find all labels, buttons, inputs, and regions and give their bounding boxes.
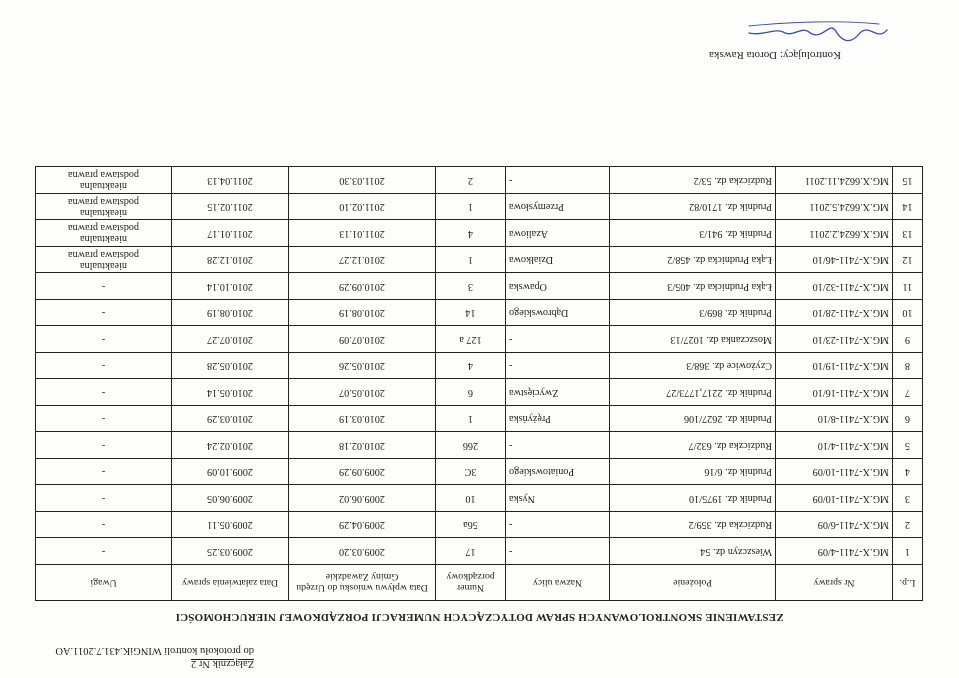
cell-case-no: MG.X-7411-23/10 (776, 326, 893, 353)
cell-lp: 5 (893, 432, 923, 459)
cell-date-resolved: 2011.04.13 (172, 167, 289, 194)
cell-number: 56a (436, 512, 506, 539)
header-street: Nazwa ulicy (506, 565, 610, 601)
notes-line-1: - (101, 413, 106, 425)
cell-location: Prudnik dz. 941/3 (610, 220, 776, 247)
cell-notes (36, 538, 172, 565)
cell-street: - (506, 538, 610, 565)
cell-case-no: MG.X-7411-4/10 (776, 432, 893, 459)
table-row (36, 512, 923, 539)
table-row (36, 485, 923, 512)
cell-date-resolved: 2011.02.15 (172, 194, 289, 221)
cell-case-no: MG.X-7411-8/10 (776, 406, 893, 433)
table-row (36, 167, 923, 194)
cell-street: Nyska (506, 485, 610, 512)
cell-location: Prudnik dz. 869/3 (610, 300, 776, 327)
cell-lp: 13 (893, 220, 923, 247)
notes-line-1: - (101, 333, 106, 345)
cell-street: - (506, 432, 610, 459)
cell-date-filed: 2009.06.02 (289, 485, 436, 512)
cell-location: Prudnik dz. 2627/106 (610, 406, 776, 433)
notes-line-2: podstawa prawna (68, 248, 140, 260)
cell-street: Prężyńska (506, 406, 610, 433)
cell-number: 2 (436, 167, 506, 194)
cell-notes (36, 485, 172, 512)
cell-notes (36, 220, 172, 247)
notes-line-1: nieaktualna (80, 233, 127, 245)
cell-date-filed: 2010.12.27 (289, 247, 436, 274)
table-row (36, 353, 923, 380)
cell-case-no: MG.X-7411-16/10 (776, 379, 893, 406)
table-row (36, 326, 923, 353)
cell-date-resolved: 2009.06.05 (172, 485, 289, 512)
table-row (36, 459, 923, 486)
cell-date-resolved: 2010.07.27 (172, 326, 289, 353)
cell-street: Przemysłowa (506, 194, 610, 221)
table-row (36, 247, 923, 274)
cell-notes (36, 432, 172, 459)
cell-case-no: MG.X.6624.5.2011 (776, 194, 893, 221)
cell-case-no: MG.X.6624.11.2011 (776, 167, 893, 194)
notes-line-1: nieaktualna (80, 180, 127, 192)
cell-location: Moszczanka dz. 1027/13 (610, 326, 776, 353)
cell-case-no: MG.X-7411-28/10 (776, 300, 893, 327)
cell-notes (36, 459, 172, 486)
cell-street: - (506, 167, 610, 194)
cell-date-resolved: 2010.02.24 (172, 432, 289, 459)
cell-date-filed: 2011.02.10 (289, 194, 436, 221)
cell-notes (36, 167, 172, 194)
cell-location: Prudnik dz. 1710/82 (610, 194, 776, 221)
cell-date-filed: 2009.03.20 (289, 538, 436, 565)
cell-lp: 12 (893, 247, 923, 274)
annex-title: Załącznik Nr 2 (191, 658, 254, 669)
cell-notes (36, 406, 172, 433)
cell-notes (36, 326, 172, 353)
cell-location: Rudziczka dz. 359/2 (610, 512, 776, 539)
cell-number: 4 (436, 220, 506, 247)
cell-number: 127 a (436, 326, 506, 353)
cell-lp: 14 (893, 194, 923, 221)
cell-notes (36, 194, 172, 221)
cell-street: Poniatowskiego (506, 459, 610, 486)
cell-street: - (506, 326, 610, 353)
cell-notes (36, 273, 172, 300)
notes-line-1: nieaktualna (80, 259, 127, 271)
cell-location: Prudnik dz. 6/16 (610, 459, 776, 486)
cell-case-no: MG.X-7411-10/09 (776, 459, 893, 486)
notes-line-1: - (101, 307, 106, 319)
cell-date-filed: 2010.02.18 (289, 432, 436, 459)
cell-case-no: MG.X-7411-10/09 (776, 485, 893, 512)
cell-lp: 4 (893, 459, 923, 486)
cell-location: Czyżowice dz. 368/3 (610, 353, 776, 380)
cell-date-filed: 2009.04.29 (289, 512, 436, 539)
cell-lp: 3 (893, 485, 923, 512)
notes-line-1: - (101, 280, 106, 292)
cell-date-resolved: 2010.03.29 (172, 406, 289, 433)
notes-line-1: - (101, 545, 106, 557)
controller-line: Kontrolujący: Dorota Rawska (709, 49, 841, 61)
cell-date-resolved: 2009.05.11 (172, 512, 289, 539)
cell-case-no: MG.X-7411-4/09 (776, 538, 893, 565)
cell-date-filed: 2010.05.07 (289, 379, 436, 406)
notes-line-2: podstawa prawna (68, 195, 140, 207)
cell-number: 6 (436, 379, 506, 406)
cell-location: Prudnik dz. 1975/10 (610, 485, 776, 512)
cell-date-resolved: 2010.05.28 (172, 353, 289, 380)
cell-number: 17 (436, 538, 506, 565)
cell-notes (36, 247, 172, 274)
notes-line-1: - (101, 439, 106, 451)
header-notes: Uwagi (36, 565, 172, 601)
cell-notes (36, 379, 172, 406)
header-date-filed: Data wpływu wniosku do Urzędu Gminy Zawadzkie (289, 565, 436, 601)
cell-case-no: MG.X-7411-19/10 (776, 353, 893, 380)
cell-number: 1 (436, 247, 506, 274)
table-row (36, 220, 923, 247)
cell-street: Azaliowa (506, 220, 610, 247)
cell-lp: 2 (893, 512, 923, 539)
annex-subtitle: do protokołu kontroli WINGiK.431.7.2011.AO (55, 645, 254, 656)
notes-line-1: - (101, 360, 106, 372)
cell-date-filed: 2010.03.19 (289, 406, 436, 433)
table-row (36, 300, 923, 327)
cell-date-filed: 2009.09.29 (289, 459, 436, 486)
cell-lp: 7 (893, 379, 923, 406)
notes-line-1: - (101, 466, 106, 478)
cell-lp: 9 (893, 326, 923, 353)
header-number: Numer porządkowy (436, 565, 506, 601)
cell-number: 14 (436, 300, 506, 327)
cell-notes (36, 300, 172, 327)
table-row (36, 194, 923, 221)
header-date-resolved: Data załatwienia sprawy (172, 565, 289, 601)
table-row (36, 432, 923, 459)
cell-date-filed: 2010.05.26 (289, 353, 436, 380)
cell-notes (36, 512, 172, 539)
notes-line-1: - (101, 519, 106, 531)
cell-case-no: MG.X-7411-46/10 (776, 247, 893, 274)
header-case-no: Nr sprawy (776, 565, 893, 601)
notes-line-2: podstawa prawna (68, 169, 140, 181)
cell-date-filed: 2010.07.09 (289, 326, 436, 353)
cell-street: Dąbrowskiego (506, 300, 610, 327)
cell-location: Łąka Prudnicka dz. 458/2 (610, 247, 776, 274)
notes-line-1: - (101, 386, 106, 398)
cell-date-filed: 2010.08.19 (289, 300, 436, 327)
cell-date-filed: 2011.01.13 (289, 220, 436, 247)
header-lp: L.p. (893, 565, 923, 601)
cell-case-no: MG.X-7411-6/09 (776, 512, 893, 539)
cell-lp: 1 (893, 538, 923, 565)
cell-date-resolved: 2010.12.28 (172, 247, 289, 274)
cell-date-resolved: 2010.08.19 (172, 300, 289, 327)
cell-number: 1 (436, 194, 506, 221)
cell-date-resolved: 2011.01.17 (172, 220, 289, 247)
cell-number: 10 (436, 485, 506, 512)
cell-street: Działkowa (506, 247, 610, 274)
cell-location: Rudziczka dz. 53/2 (610, 167, 776, 194)
cell-number: 3C (436, 459, 506, 486)
cell-number: 3 (436, 273, 506, 300)
cell-lp: 11 (893, 273, 923, 300)
annex-label (14, 644, 254, 670)
cell-street: - (506, 353, 610, 380)
handwritten-signature (739, 16, 899, 50)
cell-case-no: MG.X-7411-32/10 (776, 273, 893, 300)
cell-notes (36, 353, 172, 380)
cases-table (35, 167, 923, 602)
cell-street: Opawska (506, 273, 610, 300)
cell-lp: 10 (893, 300, 923, 327)
cell-lp: 15 (893, 167, 923, 194)
document-heading: ZESTAWIENIE SKONTROLOWANYCH SPRAW DOTYCZĄCYCH NUMERACJI PORZĄDKOWEJ NIERUCHOMOŚCI (175, 611, 784, 623)
cell-location: Rudziczka dz. 632/7 (610, 432, 776, 459)
cell-date-filed: 2010.09.29 (289, 273, 436, 300)
notes-line-1: nieaktualna (80, 206, 127, 218)
cell-date-resolved: 2009.10.09 (172, 459, 289, 486)
cell-number: 266 (436, 432, 506, 459)
cell-lp: 6 (893, 406, 923, 433)
header-location: Położenie (610, 565, 776, 601)
cell-location: Łąka Prudnicka dz. 405/3 (610, 273, 776, 300)
table-row (36, 379, 923, 406)
cell-location: Prudnik dz. 2217,1773/27 (610, 379, 776, 406)
cell-location: Wieszczyn dz. 54 (610, 538, 776, 565)
cell-date-resolved: 2009.03.25 (172, 538, 289, 565)
table-header-row (36, 565, 923, 601)
table-row (36, 273, 923, 300)
table-row (36, 406, 923, 433)
cell-number: 1 (436, 406, 506, 433)
cell-date-resolved: 2010.10.14 (172, 273, 289, 300)
cell-lp: 8 (893, 353, 923, 380)
notes-line-1: - (101, 492, 106, 504)
table-row (36, 538, 923, 565)
cell-street: Zwycięstwa (506, 379, 610, 406)
cell-case-no: MG.X.6624.2.2011 (776, 220, 893, 247)
cell-date-resolved: 2010.05.14 (172, 379, 289, 406)
notes-line-2: podstawa prawna (68, 222, 140, 234)
cell-date-filed: 2011.03.30 (289, 167, 436, 194)
cell-number: 4 (436, 353, 506, 380)
cell-street: - (506, 512, 610, 539)
